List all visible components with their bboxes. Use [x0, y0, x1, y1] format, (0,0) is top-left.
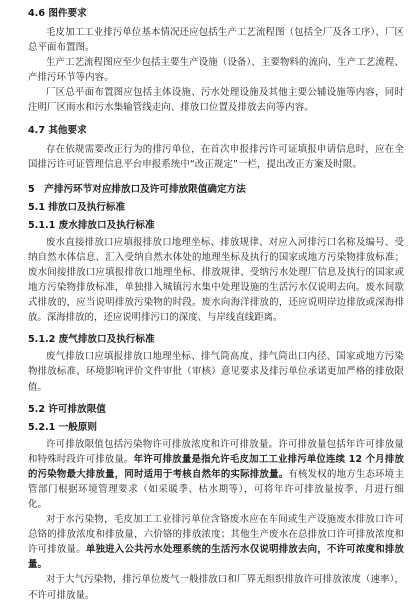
paragraph: 厂区总平面布置图应包括主体设施、污水处理设施及其他主要公辅设施等内容，同时注明厂区雨水和污水集输管线走向、排放口位置及排放去向等内容。 [28, 87, 404, 114]
emphasized-text: 单独进入公共污水处理系统的生活污水仅说明排放去向，不许可浓度和排放量。 [28, 544, 405, 571]
section-heading-5: 5 产排污环节对应排放口及许可排放限值确定方法 [28, 183, 246, 195]
text-run: 有核发权的地方生态环境主管部门根据环境管理要求（如采暖季、枯水期等），可将年许可排放量按季、月进行细化。 [28, 468, 404, 510]
paragraph: 生产工艺流程图应至少包括主要生产设施（设备）、主要物料的流向、生产工艺流程、产排污环节等内容。 [28, 57, 404, 84]
paragraph: 毛皮加工工业排污单位基本情况还应包括生产工艺流程图（包括全厂及各工序）、厂区总平面布置图。 [28, 27, 404, 54]
text-run: 其他生产废水在总排放口许可排放浓度和许可排放量。 [28, 529, 404, 556]
text-run: 对于水污染物，毛皮加工工业排污单位含铬废水应在车间或生产设施废水排放口许可总铬的排放浓度和排放量，六价铬的排放浓度； [28, 514, 404, 541]
section-heading-5-2: 5.2 许可排放限值 [28, 403, 106, 415]
paragraph: 废水直接排放口应填报排放口地理坐标、排放规律、对应入河排污口名称及编号、受纳自然水体信息、汇入受纳自然水体处的地理坐标及执行的国家或地方污染物排放标准；废水间接排放口应填报排放口地理坐标、排放规律、受纳污水处理厂信息及执行的国家或地方污染物排放标准，单独排入城镇污水集中处理设施的生活污水仅说明去向。废水间歇式排放的，应当说明排放污染物的时段。废水向海洋排放的，还应说明岸边排放或深海排放。深海排放的，还应说明排污口的深度、与岸线直线距离。 [28, 236, 404, 324]
section-heading-4-7: 4.7 其他要求 [28, 124, 87, 136]
paragraph: 废气排放口应填报排放口地理坐标、排气筒高度、排气筒出口内径、国家或地方污染物排放标准、环境影响评价文件审批（审核）意见要求及排污单位承诺更加严格的排放限值。 [28, 351, 404, 393]
section-heading-5-1: 5.1 排放口及执行标准 [28, 201, 126, 213]
paragraph [28, 512, 404, 572]
section-heading-5-2-1: 5.2.1 一般原则 [28, 421, 98, 433]
paragraph [28, 437, 404, 512]
emphasized-text: 年许可排放量是指允许毛皮加工工业排污单位连续 12 个月排放的污染物最大排放量，同时适用于考核自然年的实际排放量。 [28, 453, 405, 480]
section-heading-4-6: 4.6 图件要求 [28, 8, 87, 19]
text-run: 许可排放限值包括污染物许可排放浓度和许可排放量。许可排放量包括年许可排放量和特殊时段许可排放量。 [28, 438, 404, 465]
section-heading-5-1-1: 5.1.1 废水排放口及执行标准 [28, 219, 155, 231]
section-heading-5-1-2: 5.1.2 废气排放口及执行标准 [28, 334, 155, 346]
paragraph: 存在依规需要改正行为的排污单位，在首次申报排污许可证填报申请信息时，应在全国排污许可证管理信息平台申报系统中“改正规定”一栏，提出改正方案及时限。 [28, 143, 404, 170]
paragraph: 对于大气污染物，排污单位废气一般排放口和厂界无组织排放许可排放浓度（速率），不许可排放量。 [28, 574, 404, 601]
